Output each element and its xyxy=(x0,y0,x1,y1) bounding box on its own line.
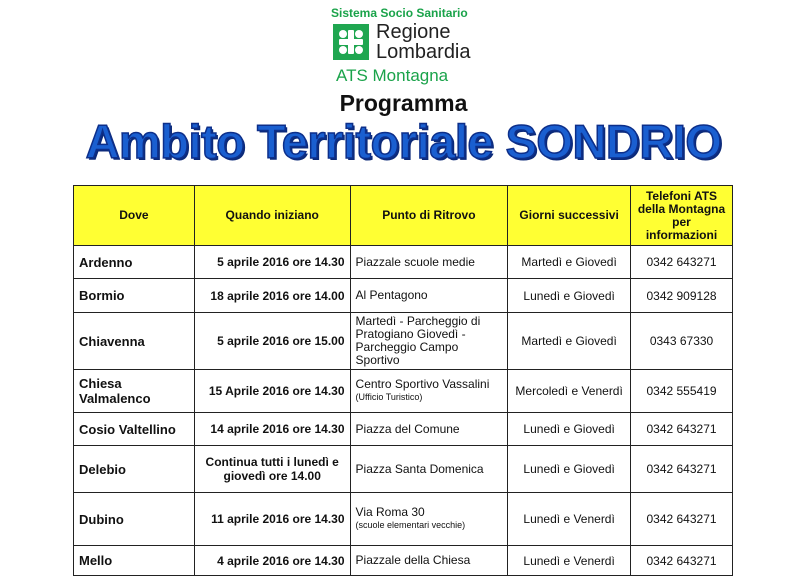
cell-dove: Delebio xyxy=(74,446,195,493)
cell-telefono: 0342 643271 xyxy=(631,493,733,546)
cell-punto: Al Pentagono xyxy=(350,279,508,313)
cell-telefono: 0342 643271 xyxy=(631,546,733,576)
cell-dove: Ardenno xyxy=(74,246,195,279)
cell-punto xyxy=(350,493,508,546)
regione-lombardia-label xyxy=(376,22,471,62)
cell-telefono: 0342 643271 xyxy=(631,413,733,446)
sistema-socio-sanitario-label: Sistema Socio Sanitario xyxy=(331,6,468,20)
header-giorni: Giorni successivi xyxy=(508,186,631,246)
header-quando: Quando iniziano xyxy=(194,186,350,246)
cell-giorni: Lunedì e Venerdì xyxy=(508,546,631,576)
cell-quando: 14 aprile 2016 ore 14.30 xyxy=(194,413,350,446)
lombardia-line: Lombardia xyxy=(376,41,471,63)
punto-note: (Ufficio Turistico) xyxy=(355,392,423,402)
table-row xyxy=(74,413,733,446)
cell-quando: 15 Aprile 2016 ore 14.30 xyxy=(194,370,350,413)
regione-lombardia-logo-icon xyxy=(333,24,369,60)
cell-telefono: 0342 643271 xyxy=(631,446,733,493)
cell-quando: 11 aprile 2016 ore 14.30 xyxy=(194,493,350,546)
cell-quando: 5 aprile 2016 ore 14.30 xyxy=(194,246,350,279)
cell-dove: Bormio xyxy=(74,279,195,313)
cell-giorni: Lunedì e Giovedì xyxy=(508,279,631,313)
cell-giorni: Mercoledì e Venerdì xyxy=(508,370,631,413)
punto-text: Centro Sportivo Vassalini xyxy=(355,377,490,391)
cell-telefono: 0342 909128 xyxy=(631,279,733,313)
cell-quando: 18 aprile 2016 ore 14.00 xyxy=(194,279,350,313)
cell-punto xyxy=(350,370,508,413)
schedule-table xyxy=(73,185,733,576)
cell-telefono: 0343 67330 xyxy=(631,313,733,370)
programma-heading: Programma xyxy=(339,90,468,116)
cell-dove: Mello xyxy=(74,546,195,576)
regione-line: Regione xyxy=(376,21,451,43)
cell-punto: Piazzale scuole medie xyxy=(350,246,508,279)
header-telefoni: Telefoni ATS della Montagna per informazioni xyxy=(631,186,733,246)
table-row xyxy=(74,546,733,576)
punto-text: Via Roma 30 xyxy=(355,505,425,519)
table-row xyxy=(74,446,733,493)
table-row xyxy=(74,313,733,370)
header-dove: Dove xyxy=(74,186,195,246)
header-punto: Punto di Ritrovo xyxy=(350,186,508,246)
table-row xyxy=(74,279,733,313)
cell-telefono: 0342 555419 xyxy=(631,370,733,413)
cell-quando: 4 aprile 2016 ore 14.30 xyxy=(194,546,350,576)
cell-giorni: Martedì e Giovedì xyxy=(508,246,631,279)
cell-quando: 5 aprile 2016 ore 15.00 xyxy=(194,313,350,370)
cell-giorni: Martedì e Giovedì xyxy=(508,313,631,370)
table-row xyxy=(74,370,733,413)
ambito-title: Ambito Territoriale SONDRIO xyxy=(85,115,722,168)
document-header xyxy=(0,0,807,180)
cell-giorni: Lunedì e Venerdì xyxy=(508,493,631,546)
cell-dove: Dubino xyxy=(74,493,195,546)
cell-punto: Martedì - Parcheggio di Pratogiano Giovedì - Parcheggio Campo Sportivo xyxy=(350,313,508,370)
cell-giorni: Lunedì e Giovedì xyxy=(508,413,631,446)
cell-punto: Piazza del Comune xyxy=(350,413,508,446)
table-row xyxy=(74,246,733,279)
table-header-row xyxy=(74,186,733,246)
cell-dove: Chiesa Valmalenco xyxy=(74,370,195,413)
cell-dove: Cosio Valtellino xyxy=(74,413,195,446)
cell-dove: Chiavenna xyxy=(74,313,195,370)
cell-punto: Piazzale della Chiesa xyxy=(350,546,508,576)
cell-giorni: Lunedì e Giovedì xyxy=(508,446,631,493)
punto-note: (scuole elementari vecchie) xyxy=(355,520,466,530)
cell-punto: Piazza Santa Domenica xyxy=(350,446,508,493)
ats-montagna-label: ATS Montagna xyxy=(336,66,449,85)
cell-quando: Continua tutti i lunedì e giovedì ore 14.00 xyxy=(194,446,350,493)
cell-telefono: 0342 643271 xyxy=(631,246,733,279)
table-row xyxy=(74,493,733,546)
